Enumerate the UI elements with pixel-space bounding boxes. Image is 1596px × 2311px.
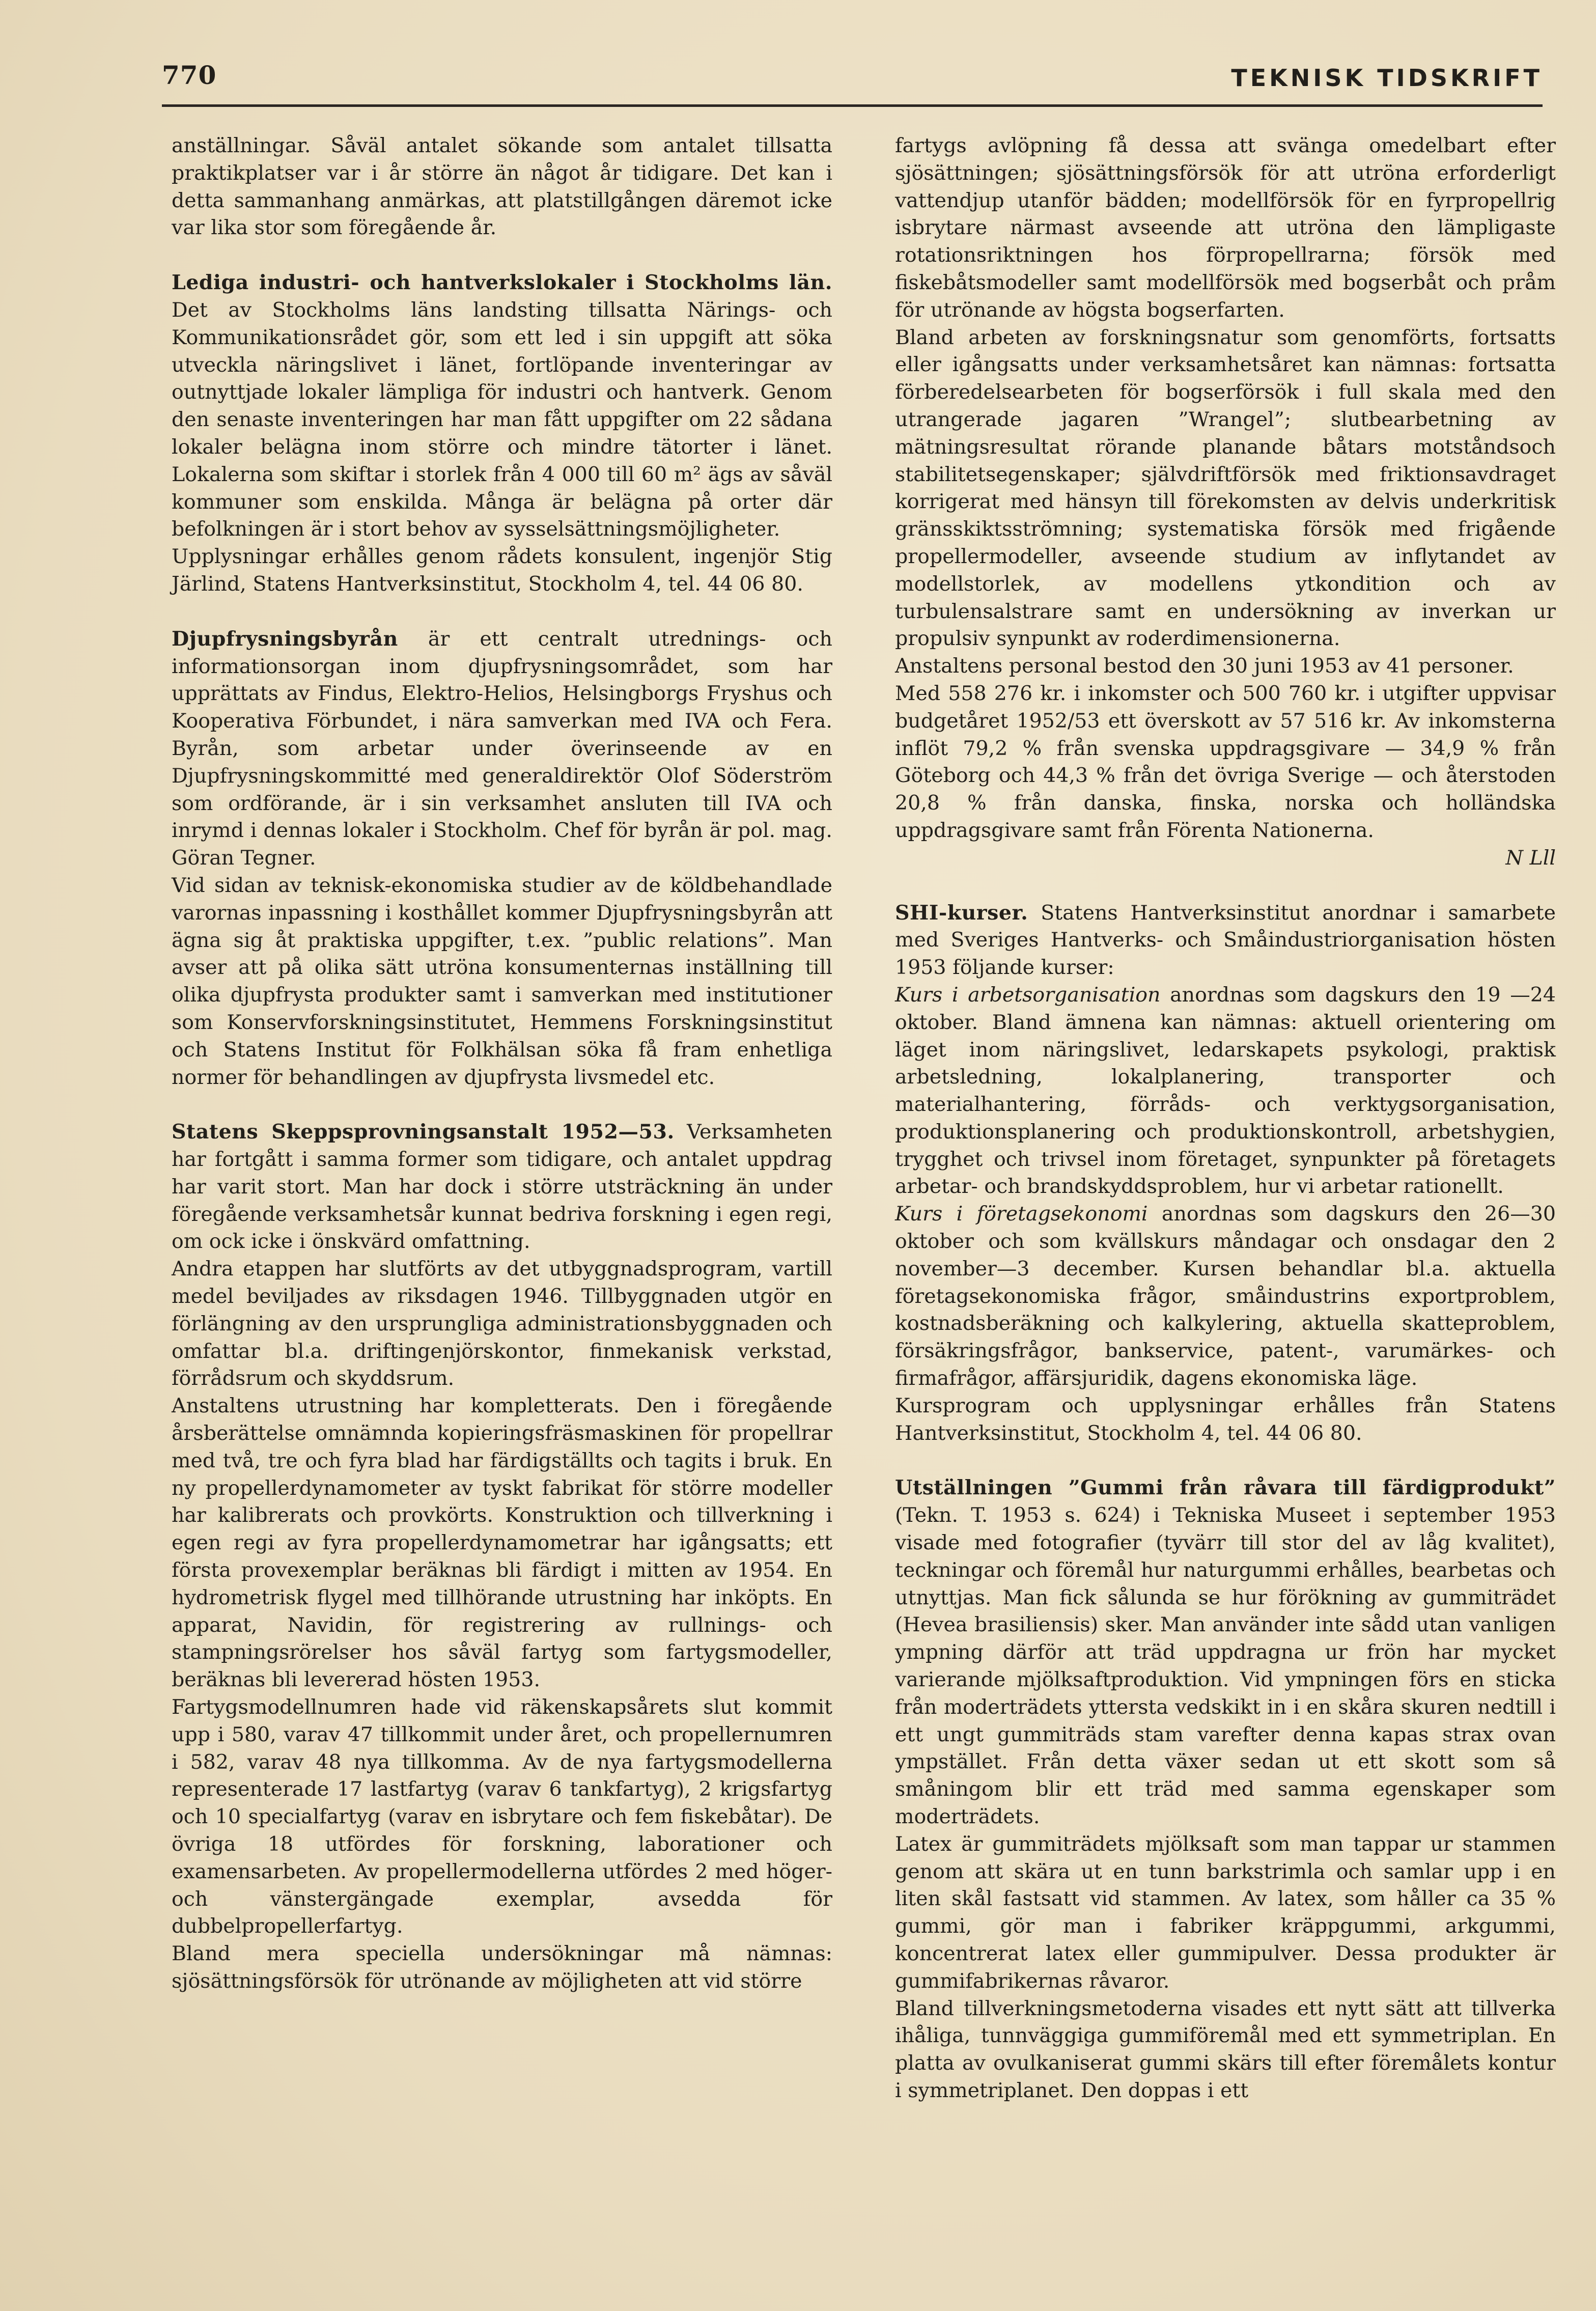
section-shi-kurser: [895, 900, 1556, 982]
paragraph: Statens Hantverksinstitut anordnar i samarbete med Sveriges Hantverks- och Småindustriorganisation hösten 1953 följande kurser:: [895, 901, 1556, 980]
journal-title: TEKNISK TIDSKRIFT: [1231, 64, 1543, 92]
paragraph: Verksamheten har fortgått i samma former som tidigare, och antalet uppdrag har varit stort. Man har dock i större utsträckning än under föregående verksamhetsår kunnat bedriva forskning i egen regi, om ock icke i önskvärd omfattning.: [172, 1120, 832, 1254]
paragraph: Anstaltens personal bestod den 30 juni 1953 av 41 personer.: [895, 654, 1514, 678]
section-gummi-utstallning: [895, 1474, 1556, 1830]
section-djupfrysningsbyran: [172, 626, 832, 872]
left-column: [172, 132, 832, 1995]
paragraph: Bland tillverkningsmetoderna visades ett nytt sätt att tillverka ihåliga, tunnväggiga gummiföremål med ett symmetriplan. En platta av ovulkaniserat gummi skärs till efter föremålets kontur i symmetriplanet. Den doppas i ett: [895, 1996, 1556, 2102]
paragraph: (Tekn. T. 1953 s. 624) i Tekniska Museet i september 1953 visade med fotografier (tyvärr till stor del av låg kvalitet), teckningar och föremål hur naturgummi erhålles, bearbetas och utnyttjas. Man fick sålunda se hur förökning av gummiträdet (Hevea brasiliensis) sker. Man använder inte sådd utan vanligen ympning därför att träd uppdragna ur frön har mycket varierande mjölksaftproduktion. Vid ympningen förs en sticka från moderträdets yttersta vedskikt in i en skåra skuren nedtill i ett ungt gummiträds stam varefter denna kapas strax ovan ympstället. Från detta växer sedan ut ett skott som så småningom blir ett träd med samma egenskaper som moderträdets.: [895, 1503, 1556, 1829]
paragraph: Andra etappen har slutförts av det utbyggnadsprogram, vartill medel beviljades av riksdagen 1946. Tillbyggnaden utgör en förlängning av den ursprungliga administrationsbyggnaden och omfattar bl.a. driftingenjörskontor, finmekanisk verkstad, förrådsrum och skyddsrum.: [172, 1257, 832, 1390]
header-rule: [162, 104, 1543, 107]
page-header: [162, 60, 1543, 106]
paragraph: anordnas som dagskurs den 19 —24 oktober. Bland ämnena kan nämnas: aktuell orientering om läget inom näringslivet, ledarskapets psykologi, praktisk arbetsledning, lokalplanering, transporter och materialhantering, förråds- och verktygsorganisation, produktionsplanering och produktionskontroll, arbetshygien, trygghet och trivsel inom företaget, synpunkter på företagets arbetar- och brandskyddsproblem, hur vi arbetar rationellt.: [895, 983, 1556, 1199]
paragraph: Kursprogram och upplysningar erhålles från Statens Hantverksinstitut, Stockholm 4, tel. 44 06 80.: [895, 1394, 1556, 1445]
paragraph: Fartygsmodellnumren hade vid räkenskapsårets slut kommit upp i 580, varav 47 tillkommit under året, och propellernumren i 582, varav 48 nya tillkomma. Av de nya fartygsmodellerna representerade 17 lastfartyg (varav 6 tankfartyg), 2 krigsfartyg och 10 specialfartyg (varav en isbrytare och fem fiskebåtar). De övriga 18 utfördes för forskning, laborationer och examensarbeten. Av propellermodellerna utfördes 2 med höger- och vänstergängade exemplar, avsedda för dubbelpropellerfartyg.: [172, 1695, 832, 1938]
paragraph: Med 558 276 kr. i inkomster och 500 760 kr. i utgifter uppvisar budgetåret 1952/53 ett överskott av 57 516 kr. Av inkomsterna inflöt 79,2 % från svenska uppdragsgivare — 34,9 % från Göteborg och 44,3 % från det övriga Sverige — och återstoden 20,8 % från danska, finska, norska och holländska uppdragsgivare samt från Förenta Nationerna.: [895, 681, 1556, 842]
section-heading: Djupfrysningsbyrån: [172, 627, 398, 651]
section-heading: SHI-kurser.: [895, 901, 1028, 925]
paragraph: Vid sidan av teknisk-ekonomiska studier av de köldbehandlade varornas inpassning i kosthållet kommer Djupfrysningsbyrån att ägna sig åt praktiska uppgifter, t.ex. ”public relations”. Man avser att på olika sätt utröna konsumenternas inställning till olika djupfrysta produkter samt i samverkan med institutioner som Konservforskningsinstitutet, Hemmens Forskningsinstitut och Statens Institut för Folkhälsan söka få fram enhetliga normer för behandlingen av djupfrysta livsmedel etc.: [172, 873, 832, 1089]
paragraph: fartygs avlöpning få dessa att svänga omedelbart efter sjösättningen; sjösättningsförsök för att utröna erforderligt vattendjup utanför bädden; modellförsök för en fyrpropellrig isbrytare närmast avseende att utröna den lämpligaste rotationsriktningen hos förpropellrarna; försök med fiskebåtsmodeller samt modellförsök med bogserbåt och pråm för utrönande av högsta bogserfarten.: [895, 134, 1556, 322]
page-number: 770: [162, 60, 217, 90]
right-column: [895, 132, 1556, 2105]
section-heading: Statens Skeppsprovningsanstalt 1952—53.: [172, 1120, 675, 1144]
course-title: Kurs i företagsekonomi: [895, 1202, 1148, 1226]
paragraph: anordnas som dagskurs den 26—30 oktober och som kvällskurs måndagar och onsdagar den 2 november—3 december. Kursen behandlar bl.a. aktuella företagsekonomiska frågor, småindustrins exportproblem, kostnadsberäkning och kalkylering, aktuella skatteproblem, försäkringsfrågor, bankservice, patent-, varumärkes- och firmafrågor, affärsjuridik, dagens ekonomiska läge.: [895, 1202, 1556, 1390]
section-skeppsprovningsanstalt: [172, 1119, 832, 1256]
section-heading: Lediga industri- och hantverkslokaler i Stockholms län.: [172, 271, 832, 295]
paragraph: anställningar. Såväl antalet sökande som antalet tillsatta praktikplatser var i år större än något år tidigare. Det kan i detta sammanhang anmärkas, att platstillgången däremot icke var lika stor som föregående år.: [172, 134, 832, 240]
section-heading: Utställningen ”Gummi från råvara till färdigprodukt”: [895, 1476, 1556, 1500]
paragraph: Upplysningar erhålles genom rådets konsulent, ingenjör Stig Järlind, Statens Hantverksinstitut, Stockholm 4, tel. 44 06 80.: [172, 545, 832, 596]
paragraph: Anstaltens utrustning har kompletterats. Den i föregående årsberättelse omnämnda kopieringsfräsmaskinen för propellrar med två, tre och fyra blad har färdigställts och tagits i bruk. En ny propellerdynamometer av tyskt fabrikat för större modeller har kalibrerats och provkörts. Konstruktion och tillverkning i egen regi av fyra propellerdynamometrar har igångsatts; ett första provexemplar beräknas bli färdigt i mitten av 1954. En hydrometrisk flygel med tillhörande utrustning har inköpts. En apparat, Navidin, för registrering av rullnings- och stampningsrörelser hos såväl fartyg som fartygsmodeller, beräknas bli levererad hösten 1953.: [172, 1394, 832, 1692]
paragraph: Bland mera speciella undersökningar må nämnas: sjösättningsförsök för utrönande av möjligheten att vid större: [172, 1942, 832, 1993]
paragraph: är ett centralt utrednings- och informationsorgan inom djupfrysningsområdet, som har upprättats av Findus, Elektro-Helios, Helsingborgs Fryshus och Kooperativa Förbundet, i nära samverkan med IVA och Fera. Byrån, som arbetar under överinseende av en Djupfrysningskommitté med generaldirektör Olof Söderström som ordförande, är i sin verksamhet ansluten till IVA och inrymd i dennas lokaler i Stockholm. Chef för byrån är pol. mag. Göran Tegner.: [172, 627, 832, 870]
course-title: Kurs i arbetsorganisation: [895, 983, 1161, 1007]
author-signature: N Lll: [1505, 846, 1556, 870]
course-foretagsekonomi: [895, 1201, 1556, 1393]
paragraph: Det av Stockholms läns landsting tillsatta Närings- och Kommunikationsrådet gör, som ett led i sin uppgift att söka utveckla näringslivet i länet, fortlöpande inventeringar av outnyttjade lokaler lämpliga för industri och hantverk. Genom den senaste inventeringen har man fått uppgifter om 22 sådana lokaler belägna inom större och mindre tätorter i länet. Lokalerna som skiftar i storlek från 4 000 till 60 m² ägs av såväl kommuner som enskilda. Många är belägna på orter där befolkningen är i stort behov av sysselsättningsmöjligheter.: [172, 298, 832, 541]
paragraph: Bland arbeten av forskningsnatur som genomförts, fortsatts eller igångsatts under verksamhetsåret kan nämnas: fortsatta förberedelsearbeten för bogserförsök i full skala med den utrangerade jagaren ”Wrangel”; slutbearbetning av mätningsresultat rörande planande båtars motståndsoch stabilitetsegenskaper; självdriftförsök med friktionsavdraget korrigerat med hänsyn till förekomsten av delvis underkritisk gränsskiktsströmning; systematiska försök med frigående propellermodeller, avseende studium av inflytandet av modellstorlek, av modellens ytkondition och av turbulensalstrare samt en undersökning av inverkan ur propulsiv synpunkt av roderdimensionerna.: [895, 325, 1556, 651]
paragraph: Latex är gummiträdets mjölksaft som man tappar ur stammen genom att skära ut en tunn barkstrimla och samlar upp i en liten skål fastsatt vid stammen. Av latex, som håller ca 35 % gummi, gör man i fabriker kräppgummi, arkgummi, koncentrerat latex eller gummipulver. Dessa produkter är gummifabrikernas råvaror.: [895, 1832, 1556, 1993]
course-arbetsorganisation: [895, 982, 1556, 1201]
section-industri-lokaler: [172, 269, 832, 543]
